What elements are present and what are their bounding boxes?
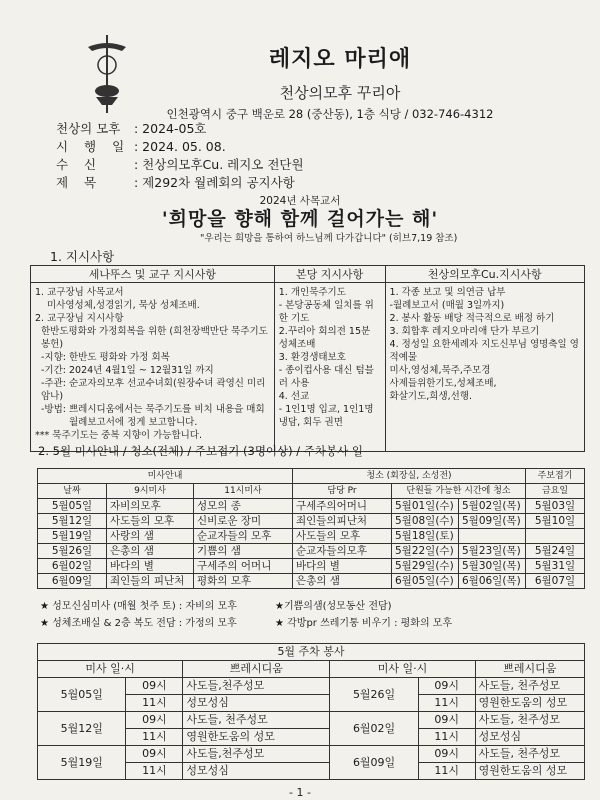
duty-time: 09시 — [126, 678, 183, 695]
mass-11am: 평화의 모후 — [194, 574, 293, 589]
directive-line: -방법: 쁘레시디움에서는 묵주기도를 비치 내용을 매회 — [41, 404, 265, 415]
pastoral-quote: "우리는 희망을 통하여 하느님께 다가갑니다" (히브7,19 참조) — [200, 233, 458, 244]
cleaning-day-2: 5월23일(목) — [459, 544, 526, 559]
directive-line: 3. 환경생태보호 — [278, 352, 346, 363]
mass-date: 5월19일 — [38, 529, 107, 544]
directive-line: 2.꾸리아 회의전 15분 성체조배 — [278, 326, 371, 350]
duty-date: 5월26일 — [330, 678, 418, 712]
directive-line: 미사,영성체,묵주,주모경 — [389, 365, 491, 376]
directives-table — [30, 265, 585, 452]
fold-friday: 5월31일 — [526, 559, 585, 574]
org-title: 레지오 마리애 — [268, 47, 412, 72]
mass-9am: 사도들의 모후 — [107, 514, 194, 529]
directive-line: 4. 정성일 요한세례자 지도신부님 영명축일 영적예물 — [389, 339, 579, 363]
col-header: 쁘레시디움 — [183, 661, 330, 678]
mass-9am: 죄인들의 피난처 — [107, 574, 194, 589]
mass-11am: 구세주의 어머니 — [194, 559, 293, 574]
duty-date: 6월09일 — [330, 746, 418, 780]
pastoral-year: 2024년 사목교서 — [259, 195, 341, 207]
cleaning-day-2: 5월02일(목) — [459, 499, 526, 514]
duty-presidium: 사도들, 천주성모 — [183, 712, 330, 729]
meta-key: 천상의 모후 — [56, 121, 121, 136]
col-header: 미사 일·시 — [330, 661, 475, 678]
col-header: 천상의모후Cu.지시사항 — [385, 266, 584, 283]
directive-line: 1. 각종 보고 및 의연금 납부 — [389, 287, 506, 298]
cleaning-day-1: 5월08일(수) — [392, 514, 459, 529]
fold-friday — [526, 529, 585, 544]
directive-line: - 본당공동체 일치를 위한 기도 — [278, 300, 374, 324]
directive-line: 사제들위한기도,성체조배, — [389, 378, 497, 389]
duty-presidium: 영원한도움의 성모 — [183, 729, 330, 746]
col-header: 담당 Pr — [293, 484, 392, 499]
directive-line: -지향: 한반도 평화와 가정 회복 — [41, 352, 170, 363]
meta-row — [56, 155, 304, 173]
mass-9am: 자비의모후 — [107, 499, 194, 514]
col-header: 11시미사 — [194, 484, 293, 499]
cleaning-day-1: 5월01일(수) — [392, 499, 459, 514]
mass-date: 6월09일 — [38, 574, 107, 589]
table-row — [38, 499, 585, 514]
note-text: ★ 각방pr 쓰레기통 비우기 : 평화의 모후 — [275, 618, 453, 629]
duty-presidium: 사도들, 천주성모 — [475, 678, 584, 695]
directive-line: -기간: 2024년 4월1일 ~ 12월31일 까지 — [41, 365, 214, 376]
mass-9am: 바다의 별 — [107, 559, 194, 574]
fold-friday: 6월07일 — [526, 574, 585, 589]
directive-line: -월례보고서 (매월 3일까지) — [389, 300, 505, 311]
directive-line: 2. 교구장님 지시사항 — [35, 313, 124, 324]
meta-value: : 제292차 월례회의 공지사항 — [134, 175, 295, 190]
duty-time: 11시 — [126, 729, 183, 746]
directive-line: -주관: 순교자의모후 선교수녀회(원장수녀 곽영신 미리암나) — [41, 378, 266, 402]
group-header: 청소 (회장실, 소성전) — [293, 469, 526, 484]
cleaning-pr: 순교자들의모후 — [293, 544, 392, 559]
cleaning-day-1: 5월29일(수) — [392, 559, 459, 574]
duty-time: 09시 — [126, 746, 183, 763]
directive-line: 2. 봉사 활동 배당 적극적으로 배정 하기 — [389, 313, 555, 324]
table-row — [38, 678, 585, 695]
directive-line: 화살기도,희생,선행. — [389, 391, 473, 402]
cleaning-day-1: 5월18일(토) — [392, 529, 459, 544]
col-header: 본당 지시사항 — [274, 266, 385, 283]
meta-key: 수 신 — [56, 157, 103, 172]
page-number: - 1 - — [289, 786, 311, 799]
cleaning-day-2 — [459, 529, 526, 544]
directives-col-curia — [385, 283, 584, 452]
cleaning-pr: 사도들의 모후 — [293, 529, 392, 544]
cleaning-day-1: 5월22일(수) — [392, 544, 459, 559]
mass-date: 5월12일 — [38, 514, 107, 529]
duty-presidium: 사도들, 천주성모 — [475, 746, 584, 763]
cleaning-pr: 은총의 샘 — [293, 574, 392, 589]
table-row — [38, 712, 585, 729]
table-row — [38, 529, 585, 544]
directive-line: - 1인1명 입교, 1인1명 냉담, 회두 권면 — [278, 404, 374, 428]
directive-line: 3. 회합후 레지오마리애 단가 부르기 — [389, 326, 540, 337]
note-text: ★ 성모신심미사 (매월 첫주 토) : 자비의 모후 — [40, 601, 237, 612]
duty-date: 5월05일 — [38, 678, 126, 712]
duty-presidium: 성모성심 — [183, 695, 330, 712]
directive-line: *** 묵주기도는 중복 지향이 가능합니다. — [35, 430, 203, 441]
pastoral-motto: '희망을 향해 함께 걸어가는 해' — [161, 208, 439, 230]
parking-duty-table — [37, 643, 585, 780]
duty-time: 11시 — [418, 763, 475, 780]
mass-date: 5월05일 — [38, 499, 107, 514]
directive-line: 한반도평화와 가정회복을 위한 (희천장백만단 묵주기도봉헌) — [41, 326, 268, 350]
fold-friday: 5월10일 — [526, 514, 585, 529]
note-line — [40, 614, 453, 629]
cleaning-pr: 죄인들의피난처 — [293, 514, 392, 529]
col-header: 금요일 — [526, 484, 585, 499]
org-subtitle: 천상의모후 꾸리아 — [279, 84, 401, 102]
note-line — [40, 597, 392, 612]
duty-time: 11시 — [418, 729, 475, 746]
col-header: 미사 일·시 — [38, 661, 183, 678]
directives-col-diocese — [31, 283, 275, 452]
cleaning-day-2: 6월06일(목) — [459, 574, 526, 589]
col-header: 9시미사 — [107, 484, 194, 499]
mass-11am: 기쁨의 샘 — [194, 544, 293, 559]
mass-11am: 순교자들의 모후 — [194, 529, 293, 544]
duty-presidium: 성모성심 — [475, 729, 584, 746]
mass-11am: 성모의 종 — [194, 499, 293, 514]
duty-time: 11시 — [418, 695, 475, 712]
col-header: 단원들 가능한 시간에 청소 — [392, 484, 526, 499]
directive-line: 1. 교구장님 사목교서 — [35, 287, 124, 298]
duty-table-title: 5월 주차 봉사 — [38, 644, 585, 661]
directive-line: - 종이컵사용 대신 텀블러 사용 — [278, 365, 374, 389]
col-header: 세나뚜스 및 교구 지시사항 — [31, 266, 275, 283]
table-row — [38, 514, 585, 529]
fold-friday: 5월24일 — [526, 544, 585, 559]
table-row — [38, 559, 585, 574]
col-header: 쁘레시디움 — [475, 661, 584, 678]
group-header: 주보접기 — [526, 469, 585, 484]
cleaning-pr: 구세주의어머니 — [293, 499, 392, 514]
meta-key: 시 행 일 — [56, 139, 131, 154]
duty-date: 5월12일 — [38, 712, 126, 746]
duty-presidium: 사도들,천주성모 — [183, 746, 330, 763]
section-1-title: 1. 지시사항 — [50, 249, 115, 264]
directives-col-parish — [274, 283, 385, 452]
duty-time: 11시 — [126, 695, 183, 712]
group-header: 미사안내 — [38, 469, 293, 484]
table-row — [38, 574, 585, 589]
fold-friday: 5월03일 — [526, 499, 585, 514]
org-address: 인천광역시 중구 백운로 28 (중산동), 1층 식당 / 032-746-4312 — [166, 107, 494, 121]
cleaning-day-2: 5월09일(목) — [459, 514, 526, 529]
duty-time: 09시 — [418, 746, 475, 763]
meta-value: : 2024-05호 — [134, 121, 207, 136]
cleaning-day-1: 6월05일(수) — [392, 574, 459, 589]
duty-time: 09시 — [126, 712, 183, 729]
mass-11am: 신비로운 장미 — [194, 514, 293, 529]
mass-9am: 은총의 샘 — [107, 544, 194, 559]
duty-date: 6월02일 — [330, 712, 418, 746]
mass-date: 6월02일 — [38, 559, 107, 574]
directive-line: 월례보고서에 정게 보고합니다. — [69, 417, 198, 428]
meta-key: 제 목 — [56, 175, 103, 190]
meta-value: : 2024. 05. 08. — [134, 139, 226, 154]
table-row — [38, 544, 585, 559]
mass-9am: 사랑의 샘 — [107, 529, 194, 544]
cleaning-pr: 바다의 별 — [293, 559, 392, 574]
col-header: 날짜 — [38, 484, 107, 499]
directive-line: 미사영성체,성경읽기, 묵상 성체조배. — [47, 300, 200, 311]
mass-date: 5월26일 — [38, 544, 107, 559]
duty-presidium: 영원한도움의 성모 — [475, 695, 584, 712]
duty-presidium: 영원한도움의 성모 — [475, 763, 584, 780]
meta-value: : 천상의모후Cu. 레지오 전단원 — [134, 157, 304, 172]
meta-row — [56, 119, 207, 137]
note-text: ★ 성체조배실 & 2층 복도 전담 : 가정의 모후 — [40, 618, 237, 629]
note-text: ★기쁨의샘(성모동산 전담) — [275, 601, 392, 612]
meta-row — [56, 173, 295, 191]
duty-time: 11시 — [126, 763, 183, 780]
directive-line: 1. 개인묵주기도 — [278, 287, 346, 298]
cleaning-day-2: 5월30일(목) — [459, 559, 526, 574]
duty-date: 5월19일 — [38, 746, 126, 780]
meta-row — [56, 137, 226, 155]
directive-line: 4. 선교 — [278, 391, 310, 402]
duty-presidium: 사도들, 천주성모 — [475, 712, 584, 729]
duty-time: 09시 — [418, 678, 475, 695]
duty-presidium: 사도들,천주성모 — [183, 678, 330, 695]
duty-time: 09시 — [418, 712, 475, 729]
section-2-title: 2. 5월 미사안내 / 청소(전체) / 주보접기 (3명이상) / 주차봉사 일 — [38, 444, 364, 458]
mass-schedule-table — [37, 468, 585, 589]
table-row — [38, 746, 585, 763]
duty-presidium: 성모성심 — [183, 763, 330, 780]
